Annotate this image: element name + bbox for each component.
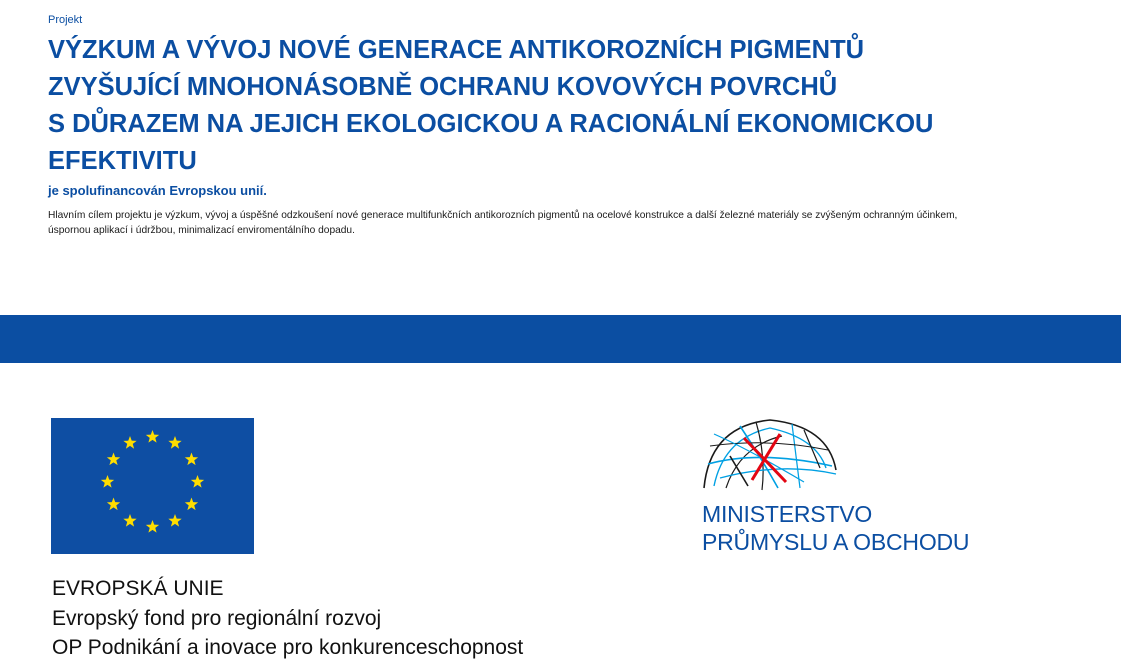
ministry-name-line: MINISTERSTVO (702, 501, 873, 527)
ministry-name (702, 500, 969, 556)
eu-flag-icon (51, 418, 254, 554)
title-line: ZVYŠUJÍCÍ MNOHONÁSOBNĚ OCHRANU KOVOVÝCH POVRCHŮ (48, 73, 838, 101)
title-line: EFEKTIVITU (48, 147, 197, 175)
project-title (48, 32, 1108, 180)
blue-banner (0, 315, 1121, 363)
eu-fund: Evropský fond pro regionální rozvoj (52, 606, 382, 630)
eu-programme: OP Podnikání a inovace pro konkurenceschopnost (52, 636, 524, 659)
project-description (48, 208, 1088, 238)
title-line: S DŮRAZEM NA JEJICH EKOLOGICKOU A RACIONÁLNÍ EKONOMICKOU (48, 110, 934, 138)
ministry-name-line: PRŮMYSLU A OBCHODU (702, 529, 970, 555)
eu-caption (52, 574, 523, 663)
project-label: Projekt (48, 14, 83, 26)
eu-name: EVROPSKÁ UNIE (52, 577, 224, 600)
cofinanced-statement: je spolufinancován Evropskou unií. (48, 183, 267, 198)
title-line: VÝZKUM A VÝVOJ NOVÉ GENERACE ANTIKOROZNÍCH PIGMENTŮ (48, 36, 865, 64)
description-line: úspornou aplikací i údržbou, minimalizací enviromentálního dopadu. (48, 225, 355, 236)
description-line: Hlavním cílem projektu je výzkum, vývoj a úspěšné odzkoušení nové generace multifunkčních antikorozních pigmentů na ocelové konstrukce a další železné materiály se zvýšeným ochranným účinkem, (48, 210, 958, 221)
ministry-globe-logo-icon (700, 416, 840, 494)
